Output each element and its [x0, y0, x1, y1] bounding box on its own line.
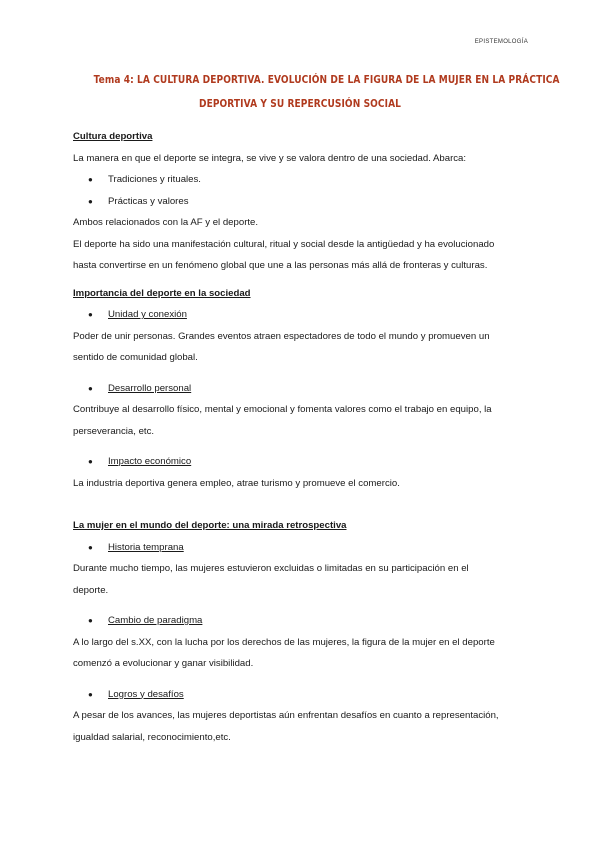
subheading-text: Logros y desafíos — [108, 688, 184, 700]
section-heading-mujer: La mujer en el mundo del deporte: una mirada retrospectiva — [73, 520, 347, 531]
bullet-text: Prácticas y valores — [108, 195, 189, 207]
paragraph-line: deporte. — [73, 584, 109, 596]
bullet-icon: ● — [88, 689, 93, 699]
page-title-line-2: DEPORTIVA Y SU REPERCUSIÓN SOCIAL — [198, 98, 401, 110]
paragraph-line: El deporte ha sido una manifestación cultural, ritual y social desde la antigüedad y ha evolucionado — [73, 238, 495, 250]
bullet-icon: ● — [88, 616, 93, 625]
bullet-item — [73, 169, 533, 191]
paragraph-line: igualdad salarial, reconocimiento,etc. — [73, 731, 231, 743]
paragraph-line: sentido de comunidad global. — [73, 352, 198, 363]
bullet-icon: ● — [88, 310, 93, 319]
bullet-icon: ● — [88, 383, 93, 393]
bullet-text: Tradiciones y rituales. — [108, 174, 201, 185]
section-heading-cultura: Cultura deportiva — [73, 131, 153, 142]
bullet-icon: ● — [88, 175, 93, 184]
subheading-text: Unidad y conexión — [108, 309, 187, 320]
paragraph-line: comenzó a evolucionar y ganar visibilidad. — [73, 658, 254, 669]
paragraph-line: perseverancia, etc. — [73, 425, 155, 437]
subheading-bullet — [73, 537, 533, 559]
subheading-bullet — [73, 610, 533, 632]
subheading-text: Historia temprana — [108, 541, 184, 553]
bullet-icon: ● — [88, 542, 93, 552]
running-header: EPISTEMOLOGÍA — [474, 39, 528, 45]
paragraph-line: A lo largo del s.XX, con la lucha por los derechos de las mujeres, la figura de la mujer en el deporte — [73, 636, 495, 648]
paragraph-line: A pesar de los avances, las mujeres deportistas aún enfrentan desafíos en cuanto a representación, — [73, 710, 499, 721]
paragraph: Ambos relacionados con la AF y el deporte. — [73, 217, 259, 228]
bullet-item — [73, 191, 533, 213]
subheading-bullet — [73, 451, 533, 473]
subheading-bullet — [73, 304, 533, 326]
subheading-text: Cambio de paradigma — [108, 615, 203, 626]
paragraph: La manera en que el deporte se integra, se vive y se valora dentro de una sociedad. Abarca: — [73, 152, 467, 164]
paragraph-line: La industria deportiva genera empleo, atrae turismo y promueve el comercio. — [73, 477, 400, 489]
subheading-text: Impacto económico — [108, 456, 192, 467]
page-title-line-1: Tema 4: LA CULTURA DEPORTIVA. EVOLUCIÓN DE LA FIGURA DE LA MUJER EN LA PRÁCTICA — [93, 74, 560, 86]
paragraph-line: Poder de unir personas. Grandes eventos atraen espectadores de todo el mundo y promueven un — [73, 330, 490, 342]
subheading-bullet — [73, 378, 533, 400]
subheading-text: Desarrollo personal — [108, 382, 192, 394]
paragraph-line: Contribuye al desarrollo físico, mental y emocional y fomenta valores como el trabajo en equipo, la — [73, 404, 492, 415]
subheading-bullet — [73, 684, 533, 706]
paragraph-line: hasta convertirse en un fenómeno global que une a las personas más allá de fronteras y culturas. — [73, 260, 488, 271]
bullet-icon: ● — [88, 196, 93, 206]
document-body — [73, 126, 533, 748]
paragraph-line: Durante mucho tiempo, las mujeres estuvieron excluidas o limitadas en su participación en el — [73, 563, 469, 574]
section-heading-importancia: Importancia del deporte en la sociedad — [73, 287, 251, 299]
bullet-icon: ● — [88, 457, 93, 466]
